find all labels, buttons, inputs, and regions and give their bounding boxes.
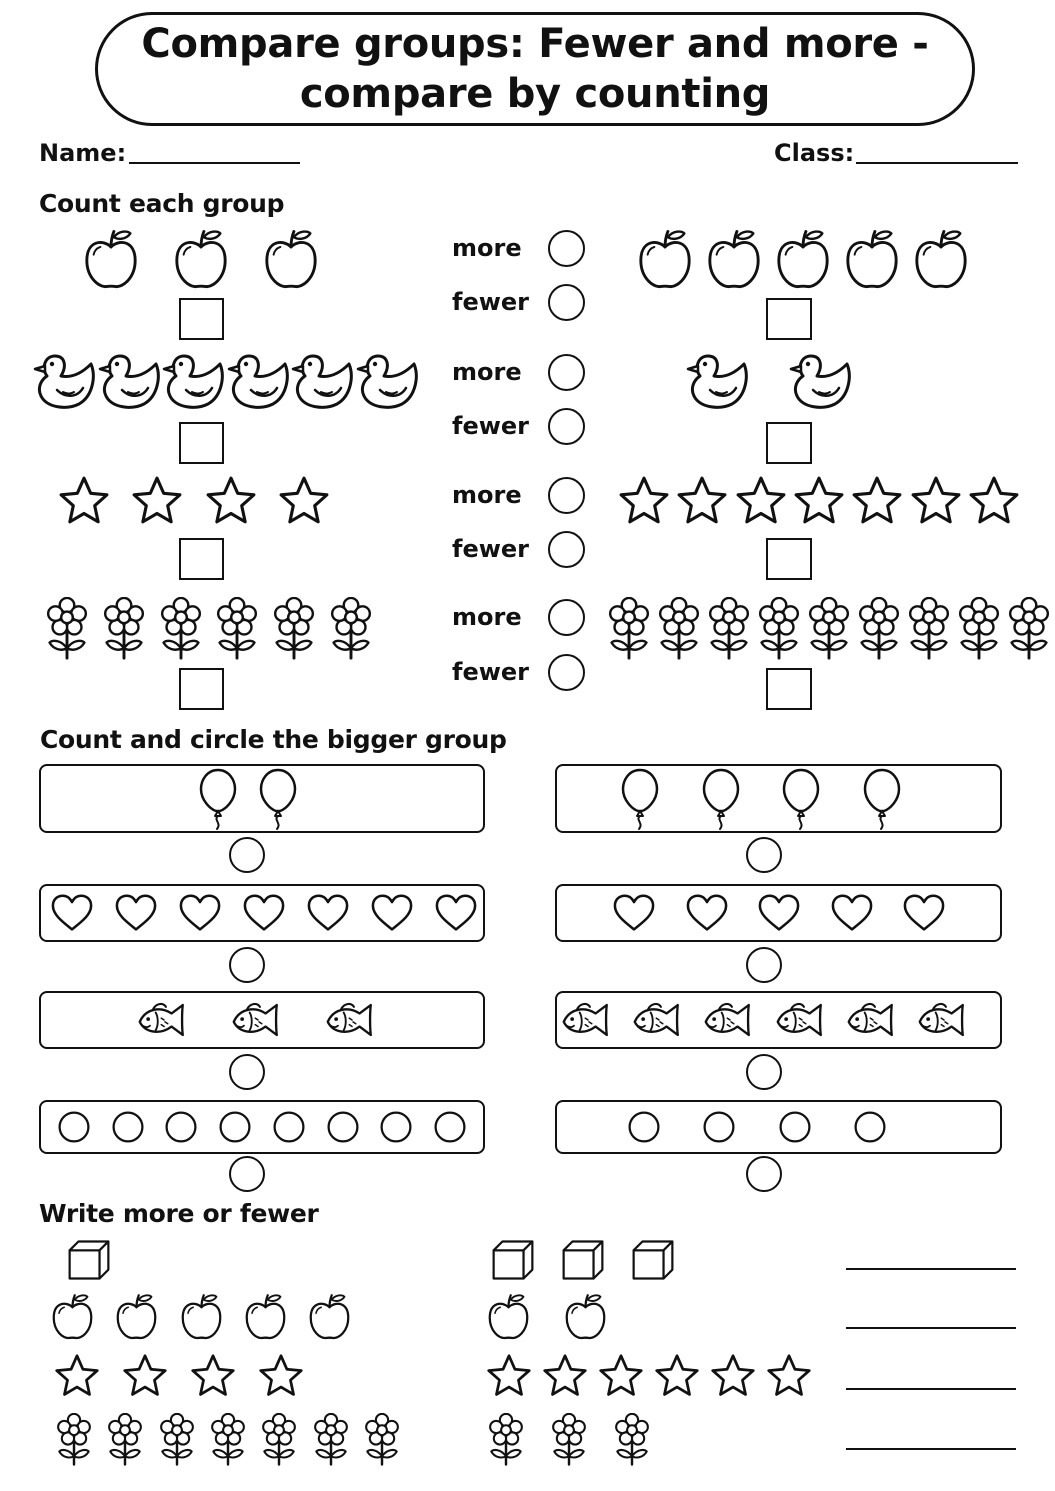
group-left-4 [42, 597, 376, 661]
more-label-2: more [452, 358, 522, 386]
bigger-group-right-2 [612, 893, 946, 933]
circle-icon [163, 1109, 199, 1145]
star-icon [486, 1353, 532, 1399]
compare-group-right-1 [488, 1238, 678, 1282]
fish-icon [136, 999, 194, 1041]
section-circle-bigger-group-heading: Count and circle the bigger group [40, 725, 507, 754]
group-right-2 [686, 352, 853, 412]
more-choice-circle-3[interactable] [548, 477, 585, 514]
bigger-group-left-2 [50, 893, 478, 933]
group-right-1 [636, 228, 970, 291]
heart-icon [306, 893, 350, 933]
section-count-each-group-heading: Count each group [39, 189, 285, 218]
heart-icon [50, 893, 94, 933]
balloon-icon [701, 766, 741, 832]
more-choice-circle-2[interactable] [548, 354, 585, 391]
compare-group-left-1 [64, 1238, 116, 1282]
section-write-more-or-fewer-heading: Write more or fewer [39, 1199, 319, 1228]
name-label: Name: [39, 139, 127, 167]
more-label-3: more [452, 481, 522, 509]
fewer-choice-circle-2[interactable] [548, 408, 585, 445]
count-box-left-3[interactable] [179, 538, 224, 580]
bigger-group-right-4 [626, 1109, 888, 1145]
count-box-left-1[interactable] [179, 298, 224, 340]
duck-icon [162, 352, 226, 412]
select-circle-right-3[interactable] [746, 1054, 782, 1090]
star-icon [676, 475, 728, 527]
heart-icon [685, 893, 729, 933]
count-box-right-3[interactable] [766, 538, 812, 580]
circle-icon [110, 1109, 146, 1145]
select-circle-left-1[interactable] [229, 837, 265, 873]
apple-icon [843, 228, 901, 291]
circle-icon [217, 1109, 253, 1145]
bigger-group-right-1 [620, 766, 902, 832]
flower-icon [1004, 597, 1054, 661]
apple-icon [114, 1292, 159, 1342]
flower-icon [311, 1413, 351, 1467]
select-circle-left-2[interactable] [229, 947, 265, 983]
fewer-label-3: fewer [452, 535, 530, 563]
flower-icon [954, 597, 1004, 661]
flower-icon [259, 1413, 299, 1467]
star-icon [710, 1353, 756, 1399]
heart-icon [242, 893, 286, 933]
fish-icon [916, 999, 974, 1041]
circle-icon [56, 1109, 92, 1145]
bigger-group-left-4 [56, 1109, 468, 1145]
circle-icon [701, 1109, 737, 1145]
cube-icon [628, 1238, 678, 1282]
apple-icon [172, 228, 230, 291]
star-icon [910, 475, 962, 527]
group-right-4 [604, 597, 1036, 661]
select-circle-right-2[interactable] [746, 947, 782, 983]
select-circle-left-3[interactable] [229, 1054, 265, 1090]
fish-icon [631, 999, 689, 1041]
fewer-label-1: fewer [452, 288, 530, 316]
fish-icon [560, 999, 618, 1041]
duck-icon [227, 352, 291, 412]
group-left-2 [33, 352, 420, 412]
flower-icon [549, 1413, 589, 1467]
fewer-label-4: fewer [452, 658, 530, 686]
title-banner [95, 12, 975, 126]
answer-line-2[interactable] [846, 1327, 1016, 1329]
heart-icon [370, 893, 414, 933]
more-label-1: more [452, 234, 522, 262]
compare-group-right-2 [486, 1292, 608, 1342]
count-box-left-2[interactable] [179, 422, 224, 464]
more-choice-circle-1[interactable] [548, 230, 585, 267]
compare-group-left-3 [54, 1353, 304, 1399]
apple-icon [262, 228, 320, 291]
duck-icon [291, 352, 355, 412]
balloon-icon [862, 766, 902, 832]
apple-icon [705, 228, 763, 291]
fish-icon [702, 999, 760, 1041]
fewer-choice-circle-1[interactable] [548, 284, 585, 321]
compare-group-right-4 [486, 1413, 652, 1467]
duck-icon [98, 352, 162, 412]
circle-icon [432, 1109, 468, 1145]
flower-icon [208, 1413, 248, 1467]
heart-icon [757, 893, 801, 933]
heart-icon [114, 893, 158, 933]
class-answer-line[interactable] [856, 162, 1018, 164]
duck-icon [33, 352, 97, 412]
fewer-choice-circle-4[interactable] [548, 654, 585, 691]
duck-icon [789, 352, 853, 412]
apple-icon [563, 1292, 608, 1342]
flower-icon [54, 1413, 94, 1467]
select-circle-right-4[interactable] [746, 1156, 782, 1192]
flower-icon [612, 1413, 652, 1467]
balloon-icon [258, 766, 298, 832]
heart-icon [902, 893, 946, 933]
flower-icon [212, 597, 262, 661]
flower-icon [486, 1413, 526, 1467]
group-right-3 [618, 475, 1020, 527]
star-icon [278, 475, 330, 527]
star-icon [618, 475, 670, 527]
apple-icon [912, 228, 970, 291]
bigger-group-right-3 [560, 999, 974, 1041]
star-icon [793, 475, 845, 527]
heart-icon [612, 893, 656, 933]
answer-line-3[interactable] [846, 1388, 1016, 1390]
select-circle-left-4[interactable] [229, 1156, 265, 1192]
balloon-icon [620, 766, 660, 832]
title-line-2: compare by counting [299, 71, 771, 117]
flower-icon [362, 1413, 402, 1467]
answer-line-1[interactable] [846, 1268, 1016, 1270]
answer-line-4[interactable] [846, 1448, 1016, 1450]
star-icon [766, 1353, 812, 1399]
fewer-label-2: fewer [452, 412, 530, 440]
heart-icon [178, 893, 222, 933]
flower-icon [904, 597, 954, 661]
balloon-icon [781, 766, 821, 832]
star-icon [735, 475, 787, 527]
heart-icon [434, 893, 478, 933]
star-icon [968, 475, 1020, 527]
apple-icon [82, 228, 140, 291]
balloon-icon [198, 766, 238, 832]
circle-icon [852, 1109, 888, 1145]
compare-group-right-3 [486, 1353, 812, 1399]
select-circle-right-1[interactable] [746, 837, 782, 873]
flower-icon [604, 597, 654, 661]
apple-icon [50, 1292, 95, 1342]
cube-icon [64, 1238, 114, 1282]
duck-icon [686, 352, 750, 412]
count-box-left-4[interactable] [179, 668, 224, 710]
compare-group-left-2 [50, 1292, 352, 1342]
apple-icon [636, 228, 694, 291]
title-line-1: Compare groups: Fewer and more - [141, 21, 929, 67]
bigger-group-left-1 [188, 766, 308, 832]
star-icon [851, 475, 903, 527]
star-icon [122, 1353, 168, 1399]
group-left-3 [58, 475, 330, 527]
duck-icon [356, 352, 420, 412]
star-icon [190, 1353, 236, 1399]
star-icon [542, 1353, 588, 1399]
count-box-right-2[interactable] [766, 422, 812, 464]
apple-icon [179, 1292, 224, 1342]
circle-icon [271, 1109, 307, 1145]
flower-icon [754, 597, 804, 661]
apple-icon [307, 1292, 352, 1342]
flower-icon [105, 1413, 145, 1467]
group-left-1 [82, 228, 320, 291]
circle-icon [626, 1109, 662, 1145]
flower-icon [99, 597, 149, 661]
circle-icon [777, 1109, 813, 1145]
fish-icon [774, 999, 832, 1041]
star-icon [258, 1353, 304, 1399]
cube-icon [488, 1238, 538, 1282]
flower-icon [326, 597, 376, 661]
count-box-right-1[interactable] [766, 298, 812, 340]
star-icon [54, 1353, 100, 1399]
compare-group-left-4 [54, 1413, 402, 1467]
fish-icon [324, 999, 382, 1041]
star-icon [131, 475, 183, 527]
heart-icon [830, 893, 874, 933]
more-choice-circle-4[interactable] [548, 599, 585, 636]
flower-icon [157, 1413, 197, 1467]
class-label: Class: [774, 139, 855, 167]
flower-icon [654, 597, 704, 661]
name-answer-line[interactable] [129, 162, 300, 164]
flower-icon [156, 597, 206, 661]
apple-icon [774, 228, 832, 291]
star-icon [598, 1353, 644, 1399]
cube-icon [558, 1238, 608, 1282]
apple-icon [243, 1292, 288, 1342]
fewer-choice-circle-3[interactable] [548, 531, 585, 568]
count-box-right-4[interactable] [766, 668, 812, 710]
apple-icon [486, 1292, 531, 1342]
more-label-4: more [452, 603, 522, 631]
flower-icon [804, 597, 854, 661]
star-icon [205, 475, 257, 527]
flower-icon [42, 597, 92, 661]
star-icon [654, 1353, 700, 1399]
flower-icon [854, 597, 904, 661]
circle-icon [325, 1109, 361, 1145]
flower-icon [269, 597, 319, 661]
flower-icon [704, 597, 754, 661]
star-icon [58, 475, 110, 527]
fish-icon [845, 999, 903, 1041]
fish-icon [230, 999, 288, 1041]
circle-icon [378, 1109, 414, 1145]
bigger-group-left-3 [136, 999, 382, 1041]
